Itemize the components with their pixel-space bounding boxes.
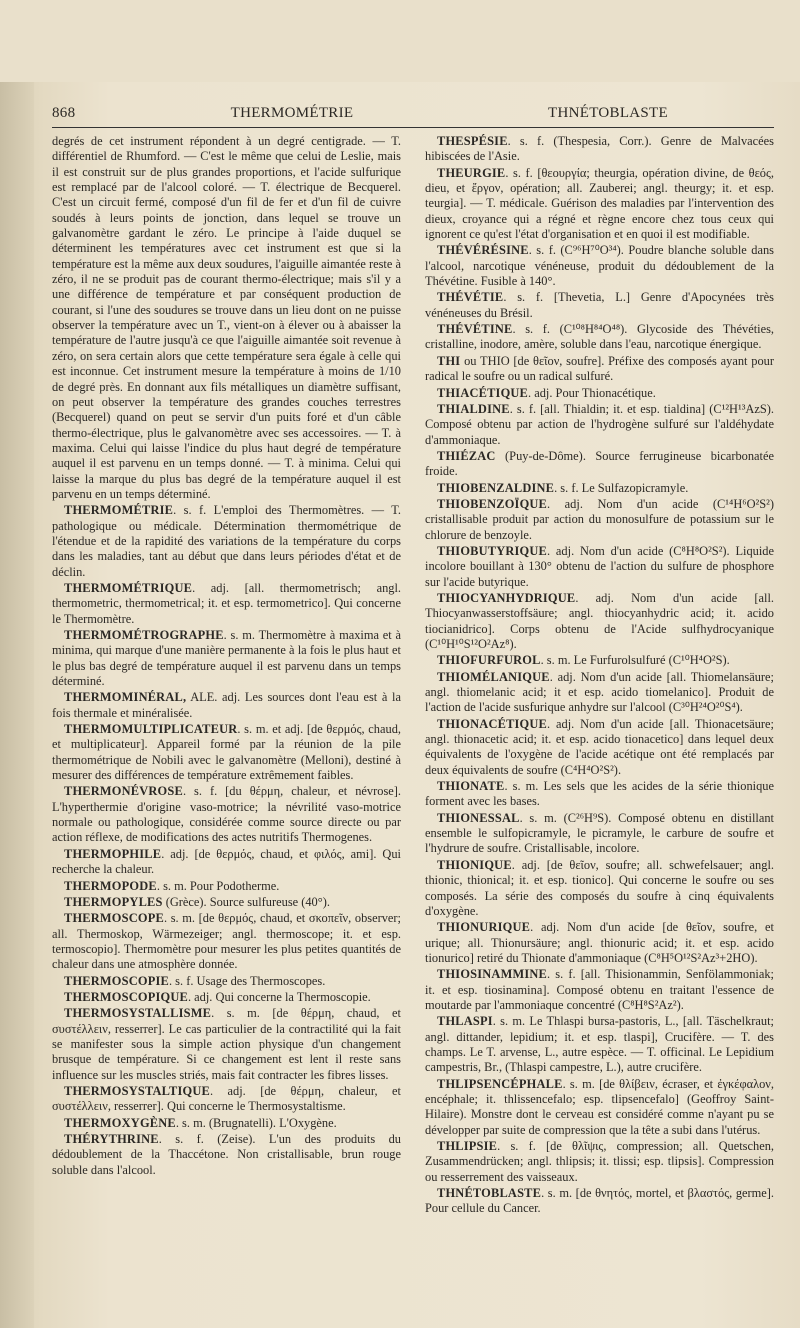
entry-headword: THÉVÉTIE [437, 290, 504, 305]
entry-headword: THERMOSCOPIQUE [64, 989, 188, 1004]
entry-headword: THÉVÉTINE [437, 322, 513, 337]
entry-headword: THERMOXYGÈNE [64, 1115, 176, 1130]
entry-headword: THIONATE [437, 779, 505, 794]
entry-headword: THIONACÉTIQUE [437, 716, 548, 731]
entry-headword: THERMOSCOPE [64, 911, 164, 926]
dictionary-entry: THERMOMINÉRAL, ALE. adj. Les sources dont l'eau est à la fois thermale et minéralisée. [52, 690, 401, 720]
entry-headword: THIOBENZALDINE [437, 480, 555, 495]
dictionary-entry: THÉRYTHRINE. s. f. (Zeise). L'un des produits du dédoublement de la Thaccétone. Non cristallisable, brun rouge soluble dans l'alcool. [52, 1132, 401, 1177]
dictionary-entry: THERMOMÉTRIQUE. adj. [all. thermometrisch; angl. thermometric, thermometrical; it. et esp. termometrico]. Qui concerne le Thermomètre. [52, 580, 401, 626]
dictionary-entry: THERMOSYSTALLISME. s. m. [de θέρμη, chaud, et συστέλλειν, resserrer]. Le cas particulier de la contractilité qui la fait se manifester sous la simple action physique d'un changement brusque de température. Si ce changement est lent il reste sans influence sur les muscles striés, mais fait contracter les fibres lisses. [52, 1006, 401, 1082]
dictionary-entry: THIONACÉTIQUE. adj. Nom d'un acide [all. Thionacetsäure; angl. thionacetic acid; it. et esp. acido tionacetico] dans lequel deux équivalents de l'oxygène de l'acide acétique ont été remplacés par deux équivalents de soufre (C⁴H⁴O²S²). [425, 716, 774, 777]
entry-headword: THERMOMÉTRIE [64, 503, 174, 518]
dictionary-entry: THÉVÉTINE. s. f. (C¹⁰⁸H⁸⁴O⁴⁸). Glycoside des Thévéties, cristalline, inodore, amère, soluble dans l'eau, narcotique énergique. [425, 322, 774, 352]
entry-headword: THIOFURFUROL [437, 653, 541, 668]
entry-headword: THIACÉTIQUE [437, 385, 529, 400]
dictionary-entry: THLIPSIE. s. f. [de θλῖψις, compression; all. Quetschen, Zusammendrücken; angl. thlipsis; it. tlissi; esp. tlipsis]. Compression ou resserrement des vaisseaux. [425, 1139, 774, 1184]
dictionary-entry: THERMOMULTIPLICATEUR. s. m. et adj. [de θερμός, chaud, et multiplicateur]. Appareil formé par la réunion de la pile thermométrique de Nobili avec le galvanomètre (Melloni), destiné à mesurer des différences de température extrêmement faibles. [52, 722, 401, 783]
dictionary-entry: THIOBUTYRIQUE. adj. Nom d'un acide (C⁸H⁸O²S²). Liquide incolore bouillant à 130° obtenu de l'action du sulfure de phosphore sur l'acide butyrique. [425, 543, 774, 589]
entry-headword: THÉRYTHRINE [64, 1132, 159, 1146]
entry-headword: THERMOSCOPIE [64, 973, 169, 988]
two-column-body [52, 134, 774, 1217]
dictionary-entry: THLASPI. s. m. Le Thlaspi bursa-pastoris, L., [all. Täschelkraut; angl. dittander, lepidium; it. et esp. tlaspi], Crucifère. — T. des champs. Le T. arvense, L., autre espèce. — T. officinal. Le Lepidium campestris, Br., (Thlaspi campestre, L.), autre crucifère. [425, 1014, 774, 1075]
entry-headword: THIOBUTYRIQUE [437, 543, 548, 558]
dictionary-entry: THÉVÉTIE. s. f. [Thevetia, L.] Genre d'Apocynées très vénéneuses du Brésil. [425, 290, 774, 320]
dictionary-entry: THIOSINAMMINE. s. f. [all. Thisionammin, Senfölammoniak; it. et esp. tiosinamina]. Composé obtenu en traitant l'essence de moutarde par l'ammoniaque concentré (C⁸H⁸S²Az²). [425, 967, 774, 1012]
entry-headword: THÉVÉRÉSINE [437, 243, 529, 258]
entry-headword: THIÉZAC [437, 448, 496, 463]
dictionary-entry: THERMOMÉTRIE. s. f. L'emploi des Thermomètres. — T. pathologique ou médicale. Détermination thermométrique de l'étendue et de la rapidité des variations de la température du corps dans les maladies, tant au début que dans leurs périodes d'état et de déclin. [52, 503, 401, 579]
dictionary-entry: THIOCYANHYDRIQUE. adj. Nom d'un acide [all. Thiocyanwasserstoffsäure; angl. thiocyanhydric acid; it. acido tiocianidrico]. Corps obtenu de l'Acide sulfhydrocyanique (C¹⁰H¹⁰S¹²O²Az⁸). [425, 590, 774, 651]
dictionary-entry: THIOFURFUROL. s. m. Le Furfurolsulfuré (C¹⁰H⁴O²S). [437, 653, 730, 668]
entry-headword: THERMOPYLES [64, 894, 163, 909]
entry-headword: THLASPI [437, 1014, 493, 1029]
dictionary-entry: THIONIQUE. adj. [de θεῖον, soufre; all. schwefelsauer; angl. thionic, thionical; it. et esp. tionico]. Qui concerne le soufre ou ses composés. La série des composés du soufre à cinq équivalents d'oxygène. [425, 857, 774, 918]
entry-headword: THIOBENZOÏQUE [437, 496, 548, 511]
entry-headword: THIONESSAL [437, 810, 520, 825]
dictionary-entry: THESPÉSIE. s. f. (Thespesia, Corr.). Genre de Malvacées hibiscées de l'Asie. [425, 134, 774, 164]
dictionary-entry: THIACÉTIQUE. adj. Pour Thionacétique. [437, 385, 656, 400]
entry-headword: THIOSINAMMINE [437, 967, 547, 982]
left-column [52, 134, 401, 1217]
entry-headword: THI [437, 353, 461, 368]
dictionary-entry: THERMOPYLES (Grèce). Source sulfureuse (40°). [64, 894, 330, 909]
dictionary-entry: THÉVÉRÉSINE. s. f. (C⁹⁶H⁷⁰O³⁴). Poudre blanche soluble dans l'alcool, narcotique vénéneuse, produit du dédoublement de la Thévétine. Fusible à 140°. [425, 243, 774, 289]
dictionary-entry: degrés de cet instrument répondent à un degré centigrade. — T. différentiel de Rhumford. — C'est le même que celui de Leslie, mais il est construit sur de plus grandes proportions, et l'acide sulfurique est remplacé par de l'alcool coloré. — T. électrique de Becquerel. C'est un circuit fermé, composé d'un fil de fer et d'un fil de cuivre soudés à leurs points de jonction, dans lequel se trouve un galvanomètre gardant le zéro. Le principe à l'aide duquel se déterminent les températures avec cet instrument est que si la température est la même aux deux soudures, l'aiguille aimantée reste à zéro, il ne se produit pas de courant thermo-électrique; mais s'il y a une différence de température et par conséquent production de courant, si l'une des soudures se trouve dans un lieu dont on ne puisse observer la température avec un T., vient-on à élever ou à abaisser la température de l'autre jusqu'à ce que l'aiguille aimantée soit revenue à zéro, on sera certain alors que cette température sera égale à celle qui est inconnue. Cet instrument mesure la température à moins de 1/10 de degré près. En donnant aux fils métalliques un diamètre suffisant, on peut observer la température des grandes couches terrestres (Becquerel) quand on peut se servir d'un puits foré et d'un câble thermo-électrique, plus le galvanomètre avec ses accessoires. — T. à maxima. Celui qui laisse l'indice du plus haut degré de température auquel il est parvenu en un temps donné. — T. à minima. Celui qui laisse la marque du plus bas degré de la température auquel il est parvenu en un temps déterminé. [52, 134, 401, 501]
page-header [52, 82, 774, 128]
dictionary-entry: THERMOMÉTROGRAPHE. s. m. Thermomètre à maxima et à minima, qui marque d'une manière permanente à la fois le plus haut et le plus bas degré de température auquel il est parvenu dans un temps déterminé. [52, 628, 401, 689]
dictionary-entry: THERMOSCOPIE. s. f. Usage des Thermoscopes. [64, 973, 326, 988]
dictionary-entry: THERMOSCOPIQUE. adj. Qui concerne la Thermoscopie. [64, 989, 371, 1004]
entry-headword: THESPÉSIE [437, 134, 508, 148]
page-number: 868 [52, 105, 76, 121]
entry-headword: THIOMÉLANIQUE [437, 669, 550, 684]
dictionary-entry: THIOBENZALDINE. s. f. Le Sulfazopicramyle. [437, 480, 689, 495]
dictionary-entry: THERMOPODE. s. m. Pour Podotherme. [64, 878, 280, 893]
entry-headword: THLIPSIE [437, 1139, 498, 1153]
entry-headword: THIALDINE [437, 401, 510, 416]
dictionary-entry: THLIPSENCÉPHALE. s. m. [de θλίβειν, écraser, et ἐγκέφαλον, encéphale; it. thlissencefalo; esp. tlipsencefalo] (Geoffroy Saint-Hilaire). Monstre dont le cerveau est considéré comme n'ayant pu se développer par suite de compression que la tête a subi dans l'utérus. [425, 1076, 774, 1137]
right-column [425, 134, 774, 1217]
entry-headword: THERMOMULTIPLICATEUR [64, 722, 238, 737]
entry-headword: THERMOMÉTRIQUE [64, 580, 193, 595]
book-gutter [0, 82, 34, 1328]
entry-headword: THERMOPODE [64, 878, 157, 893]
dictionary-entry: THIONESSAL. s. m. (C²⁶H⁹S). Composé obtenu en distillant ensemble le sulfopicramyle, le picramyle, le carbure de soufre et l'hydrure de soufre. Cristallisable, incolore. [425, 810, 774, 856]
entry-headword: THERMONÉVROSE [64, 784, 183, 799]
dictionary-entry: THIOMÉLANIQUE. adj. Nom d'un acide [all. Thiomelansäure; angl. thiomelanic acid; it et esp. acido tiomelanico]. Produit de l'action de l'acide susfurique anhydre sur l'alcool (C³⁰H²⁴O²⁰S⁴). [425, 669, 774, 715]
dictionary-entry: THERMOSCOPE. s. m. [de θερμός, chaud, et σκοπεῖν, observer; all. Thermoskop, Wärmezeiger; angl. thermoscope; it. et esp. termoscopio]. Thermomètre pour mesurer les plus petites quantités de chaleur dans une atmosphère donnée. [52, 911, 401, 972]
entry-headword: THEURGIE [437, 165, 506, 180]
entry-headword: THERMOMÉTROGRAPHE [64, 628, 224, 642]
entry-headword: THERMOSYSTALTIQUE [64, 1083, 210, 1098]
dictionary-entry: THERMOXYGÈNE. s. m. (Brugnatelli). L'Oxygène. [64, 1115, 337, 1130]
entry-headword: THIONIQUE [437, 857, 512, 872]
entry-headword: THERMOSYSTALLISME [64, 1006, 212, 1021]
dictionary-entry: THERMOSYSTALTIQUE. adj. [de θέρμη, chaleur, et συστέλλειν, resserrer]. Qui concerne le Thermosystaltisme. [52, 1083, 401, 1114]
dictionary-entry: THEURGIE. s. f. [θεουργία; theurgia, opération divine, de θεός, dieu, et ἔργον, opération; all. Zauberei; angl. theurgy; it. et esp. teurgia]. — T. médicale. Guérison des maladies par l'intervention des dieux, croyance qui a régné et règne encore chez tous ceux qui ignorent ce qu'est l'état d'organisation et en quoi il est modifiable. [425, 165, 774, 242]
dictionary-entry: THIÉZAC (Puy-de-Dôme). Source ferrugineuse bicarbonatée froide. [425, 448, 774, 479]
entry-headword: THERMOPHILE [64, 846, 162, 861]
dictionary-entry: THIOBENZOÏQUE. adj. Nom d'un acide (C¹⁴H⁶O²S²) cristallisable produit par action du monosulfure de potassium sur le chlorure de benzoyle. [425, 496, 774, 542]
dictionary-entry: THERMONÉVROSE. s. f. [du θέρμη, chaleur, et névrose]. L'hyperthermie d'origine vaso-motrice; la névrilité vaso-motrice normale ou pathologique, considérée comme source directe ou par action réflexe, de modifications des actes nutritifs Thermogenes. [52, 784, 401, 845]
dictionary-entry: THERMOPHILE. adj. [de θερμός, chaud, et φιλός, ami]. Qui recherche la chaleur. [52, 846, 401, 877]
entry-headword: THNÉTOBLASTE [437, 1186, 542, 1201]
entry-headword: THIOCYANHYDRIQUE [437, 590, 576, 605]
dictionary-entry: THNÉTOBLASTE. s. m. [de θνητός, mortel, et βλαστός, germe]. Pour cellule du Cancer. [425, 1186, 774, 1216]
running-head-right: THNÉTOBLASTE [548, 105, 668, 121]
dictionary-entry: THI ou THIO [de θεῖον, soufre]. Préfixe des composés ayant pour radical le soufre ou un radical sulfuré. [425, 353, 774, 384]
dictionary-entry: THIONATE. s. m. Les sels que les acides de la série thionique forment avec les bases. [425, 779, 774, 809]
dictionary-entry: THIONURIQUE. adj. Nom d'un acide [de θεῖον, soufre, et urique; all. Thionursäure; angl. thionuric acid; it. et esp. acido tionurico] retiré du Thionate d'ammoniaque (C⁸H⁵O¹²S²Az³+2HO). [425, 920, 774, 965]
running-head-left: THERMOMÉTRIE [230, 105, 354, 121]
entry-headword: THLIPSENCÉPHALE [437, 1076, 563, 1091]
entry-headword: THIONURIQUE [437, 920, 531, 935]
dictionary-page [0, 82, 800, 1328]
entry-headword: THERMOMINÉRAL, [64, 690, 187, 705]
dictionary-entry: THIALDINE. s. f. [all. Thialdin; it. et esp. tialdina] (C¹²H¹³AzS). Composé obtenu par action de l'hydrogène sulfuré sur l'aldéhydate d'ammoniaque. [425, 401, 774, 447]
